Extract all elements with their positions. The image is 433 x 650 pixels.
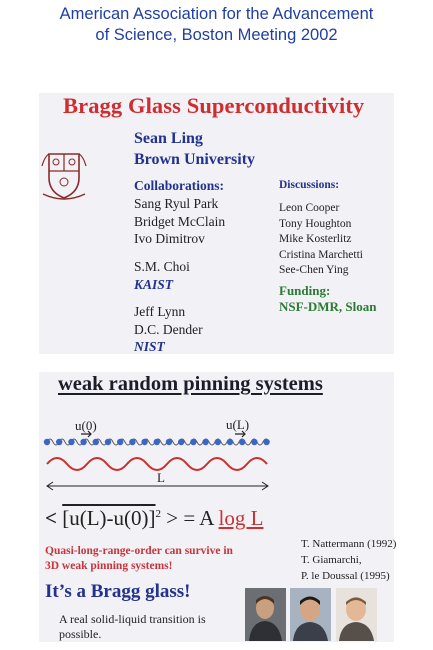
discussant-name: Tony Houghton <box>279 217 352 230</box>
vortex-dot <box>117 439 123 445</box>
vortex-dot <box>227 439 233 445</box>
collaborators-list <box>134 195 225 248</box>
funding-sources: NSF-DMR, Sloan <box>279 299 377 314</box>
vortex-dot <box>263 439 269 445</box>
nist-label: NIST <box>134 339 165 354</box>
nist-group <box>134 303 203 356</box>
discussant-name: Cristina Marchetti <box>279 248 363 261</box>
header-line-2: of Science, Boston Meeting 2002 <box>95 26 338 44</box>
nist-person: Jeff Lynn <box>134 304 186 319</box>
quasi-line-1: Quasi-long-range-order can survive in <box>45 545 233 557</box>
bragg-glass-slide <box>39 372 397 642</box>
vortex-dot <box>129 439 135 445</box>
author-name: Sean Ling <box>134 130 203 147</box>
kaist-group <box>134 258 190 293</box>
reference: P. le Doussal (1995) <box>301 570 390 582</box>
label-L: L <box>157 470 165 485</box>
title-slide <box>39 93 394 354</box>
formula-right: > = A <box>166 506 214 530</box>
label-u0: u(0) <box>75 418 97 433</box>
vortex-dot <box>44 439 50 445</box>
vortex-dot <box>215 439 221 445</box>
vortex-dot <box>178 439 184 445</box>
transition-line-2: possible. <box>59 627 102 641</box>
transition-line-1: A real solid-liquid transition is <box>59 612 206 626</box>
discussions-heading: Discussions: <box>279 179 340 191</box>
correlation-formula <box>45 506 263 531</box>
reference: T. Nattermann (1992) <box>301 538 397 550</box>
formula-exponent: 2 <box>155 508 161 520</box>
slide-title: weak random pinning systems <box>58 373 323 395</box>
reference: T. Giamarchi, <box>301 554 362 566</box>
quasi-line-2: 3D weak pinning systems! <box>45 560 173 572</box>
vortex-dot <box>93 439 99 445</box>
vortex-dot <box>154 439 160 445</box>
arrow-uL <box>235 431 245 437</box>
brown-university-seal <box>41 146 87 211</box>
nist-person: D.C. Dender <box>134 321 203 337</box>
formula-left-bracket: < <box>45 506 57 530</box>
conference-header <box>0 4 433 46</box>
collaborator-name: Ivo Dimitrov <box>134 231 205 246</box>
funding-heading: Funding: <box>279 283 331 298</box>
vortex-dot <box>202 439 208 445</box>
collaborations-heading: Collaborations: <box>134 178 225 193</box>
vortex-dot <box>239 439 245 445</box>
references-list <box>301 536 396 584</box>
header-line-1: American Association for the Advancement <box>59 5 374 23</box>
collaborator-name: Bridget McClain <box>134 213 226 229</box>
portrait-photo-2 <box>290 588 331 641</box>
arrow-u0 <box>81 431 91 437</box>
kaist-label: KAIST <box>134 276 174 292</box>
vortex-dot <box>166 439 172 445</box>
portrait-photo-1 <box>245 588 286 641</box>
discussant-name: Leon Cooper <box>279 202 340 214</box>
vortex-dot <box>105 439 111 445</box>
slide-title: Bragg Glass Superconductivity <box>63 93 365 118</box>
portrait-photo-3 <box>336 588 377 641</box>
vortex-dot <box>56 439 62 445</box>
label-uL: u(L) <box>226 417 250 432</box>
vortex-dot <box>68 439 74 445</box>
formula-log: log L <box>218 506 264 530</box>
discussant-name: See-Chen Ying <box>279 264 349 276</box>
kaist-person: S.M. Choi <box>134 259 190 274</box>
vortex-dot <box>251 439 257 445</box>
vortex-lattice-diagram <box>39 372 394 502</box>
institution-name: Brown University <box>134 151 256 168</box>
quasi-order-text <box>45 544 233 574</box>
collaborator-name: Sang Ryul Park <box>134 196 219 211</box>
pinning-potential-wave <box>47 458 267 470</box>
vortex-dot <box>190 439 196 445</box>
bragg-glass-heading: It’s a Bragg glass! <box>45 581 191 602</box>
formula-body: [u(L)-u(0)] <box>62 506 156 530</box>
vortex-dot <box>141 439 147 445</box>
transition-text <box>59 612 206 642</box>
discussant-name: Mike Kosterlitz <box>279 233 352 245</box>
discussants-list <box>279 201 363 279</box>
vortex-dot <box>80 439 86 445</box>
